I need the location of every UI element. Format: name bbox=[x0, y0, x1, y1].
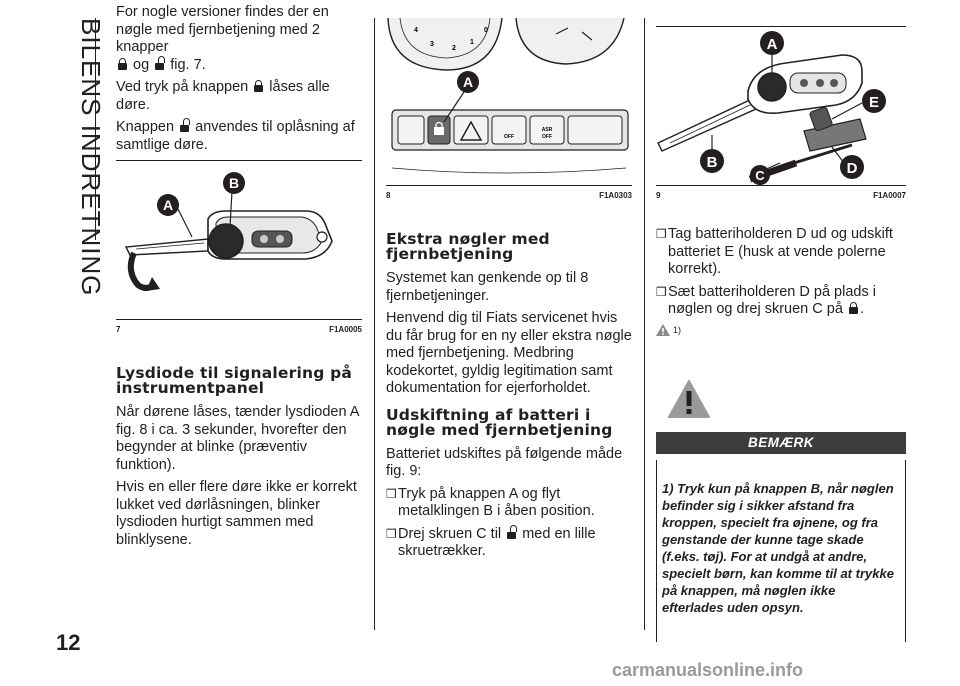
figure-number: 8 bbox=[386, 191, 391, 200]
list-item bbox=[386, 526, 632, 561]
list-item bbox=[386, 486, 632, 521]
warning-triangle-icon bbox=[656, 324, 670, 336]
extra-keys-paragraph: Systemet kan genkende op til 8 fjernbetjeninger. bbox=[386, 270, 589, 304]
intro-fig-ref: fig. 7. bbox=[170, 56, 206, 73]
figure-8 bbox=[386, 18, 632, 200]
lock-icon bbox=[849, 302, 858, 314]
list-item-text bbox=[398, 526, 632, 561]
section-heading: Ekstra nøgler med fjernbetjening bbox=[386, 230, 550, 263]
note-title-bar: BEMÆRK bbox=[656, 432, 906, 454]
key-battery-illustration bbox=[656, 27, 906, 185]
key-illustration bbox=[116, 161, 362, 319]
callout-a-label: A bbox=[766, 36, 778, 53]
dial-number: 1 bbox=[470, 39, 474, 46]
dial-number: 0 bbox=[484, 27, 488, 34]
callout-c-label: C bbox=[755, 168, 765, 183]
column-divider bbox=[644, 18, 645, 630]
list-item-text: Tag batteriholderen D ud og udskift batteriet E (husk at vende polerne korrekt). bbox=[668, 226, 893, 277]
intro-og: og bbox=[133, 56, 150, 73]
page-number: 12 bbox=[56, 630, 81, 655]
list-item-text-a: Sæt batteriholderen D på plads i nøglen og drej skruen C på bbox=[668, 283, 876, 317]
chapter-title: BILENS INDRETNING bbox=[76, 18, 106, 297]
callout-e-label: E bbox=[868, 94, 880, 111]
unlock-text-b: anvendes til oplåsning af samtlige døre. bbox=[116, 119, 355, 153]
list-item-text-b: . bbox=[859, 301, 864, 317]
lock-icon bbox=[254, 80, 263, 92]
callout-a-label: A bbox=[462, 74, 474, 90]
dashboard-illustration bbox=[386, 18, 632, 184]
lock-text-a: Ved tryk på knappen bbox=[116, 79, 249, 95]
figure-9 bbox=[656, 26, 906, 200]
unlock-icon bbox=[507, 527, 516, 539]
list-item-text bbox=[668, 284, 906, 319]
figure-code: F1A0303 bbox=[599, 191, 632, 200]
section-heading: Udskiftning af batteri i nøgle med fjernbetjening bbox=[386, 405, 613, 439]
callout-d-label: D bbox=[846, 160, 858, 177]
figure-caption bbox=[116, 325, 362, 334]
dial-number: 3 bbox=[430, 41, 434, 48]
figure-7 bbox=[116, 160, 362, 334]
column-divider bbox=[374, 18, 375, 630]
lock-icon bbox=[118, 58, 127, 70]
unlock-icon bbox=[155, 58, 164, 70]
callout-b-label: B bbox=[228, 175, 240, 191]
section-heading: Lysdiode til signalering på instrumentpanel bbox=[116, 364, 353, 397]
note-text: 1) Tryk kun på knappen B, når nøglen befinder sig i sikker afstand fra kroppen, specielt fra øjnene, og fra genstande der kunne tage skade (f.eks. tøj). For at undgå at andre, specielt børn, kan komme til at trykke på knappen, må nøglen ikke efterlades uden opsyn. bbox=[662, 481, 894, 615]
callout-a-label: A bbox=[162, 197, 174, 213]
battery-intro: Batteriet udskiftes på følgende måde fig. 9: bbox=[386, 445, 623, 479]
unlock-icon bbox=[180, 120, 189, 132]
list-item-text-a: Drej skruen C til bbox=[398, 525, 502, 542]
checkbox-bullet: ❒ bbox=[656, 227, 667, 241]
checkbox-bullet: ❒ bbox=[656, 284, 667, 299]
checkbox-bullet: ❒ bbox=[386, 526, 397, 541]
list-item-text: Tryk på knappen A og flyt metalklingen B i åben position. bbox=[398, 485, 595, 519]
dial-number: 2 bbox=[452, 45, 456, 52]
figure-number: 7 bbox=[116, 325, 121, 334]
unlock-paragraph bbox=[116, 119, 362, 154]
figure-caption bbox=[386, 191, 632, 200]
dial-number: 4 bbox=[414, 27, 418, 34]
figure-code: F1A0007 bbox=[873, 191, 906, 200]
figure-number: 9 bbox=[656, 191, 661, 200]
figure-caption bbox=[656, 191, 906, 200]
unlock-text-a: Knappen bbox=[116, 119, 175, 135]
list-item-text-b: med en lille skruetrækker. bbox=[398, 525, 596, 559]
led-warning-paragraph: Hvis en eller flere døre ikke er korrekt lukket ved dørlåsningen, blinker lysdioden hurtigt sammen med blinklysene. bbox=[116, 479, 357, 548]
list-item bbox=[656, 226, 906, 279]
led-paragraph: Når dørene låses, tænder lysdioden A fig. 8 i ca. 3 sekunder, hvorefter den begynder at blinke (præventiv funktion). bbox=[116, 404, 359, 473]
panel-label: OFF bbox=[542, 134, 552, 140]
warning-triangle-icon bbox=[668, 380, 710, 418]
footnote-ref: 1) bbox=[673, 324, 682, 335]
list-item bbox=[656, 284, 906, 319]
intro-text: For nogle versioner findes der en nøgle med fjernbetjening med 2 knapper bbox=[116, 4, 329, 55]
watermark: carmanualsonline.info bbox=[612, 660, 804, 680]
chapter-tab bbox=[62, 18, 106, 297]
warning-box bbox=[656, 432, 906, 642]
figure-code: F1A0005 bbox=[329, 325, 362, 334]
intro-paragraph bbox=[116, 4, 362, 74]
lock-paragraph bbox=[116, 79, 362, 114]
panel-label: OFF bbox=[504, 134, 514, 140]
panel-label: ASR bbox=[541, 127, 553, 133]
footnote-marker bbox=[656, 324, 906, 336]
checkbox-bullet: ❒ bbox=[386, 486, 397, 501]
callout-b-label: B bbox=[706, 154, 718, 171]
lock-text-b: låses alle døre. bbox=[116, 79, 330, 113]
service-paragraph: Henvend dig til Fiats servicenet hvis du får brug for en ny eller ekstra nøgle med fjernbetjening. Medbring kodekortet, gyldig legitimation samt dokumentation for ejerforholdet. bbox=[386, 310, 632, 396]
